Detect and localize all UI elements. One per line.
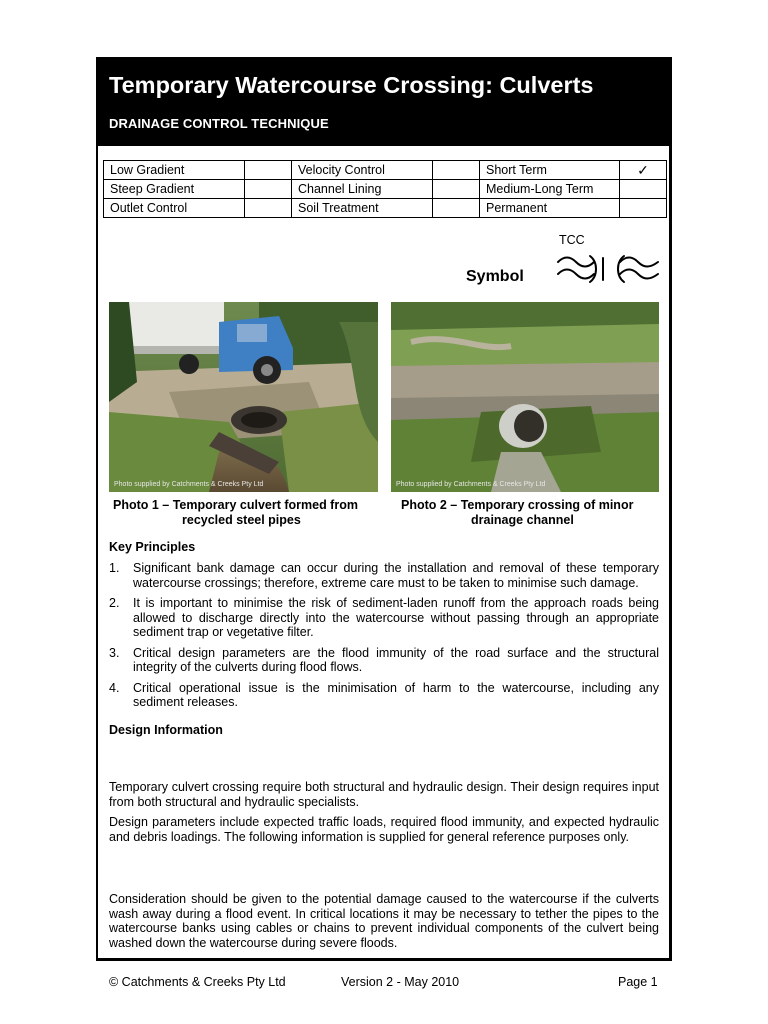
footer-page-number: Page 1 — [618, 975, 658, 989]
photo-1-caption — [113, 498, 383, 527]
table-cell: Medium-Long Term — [480, 180, 620, 199]
list-item: 2. It is important to minimise the risk of sediment-laden runoff from the approach roads being allowed to discharge directly into the watercourse without passing through an appropriate sediment trap or vegetative filter. — [109, 596, 659, 639]
photo-credit: Photo supplied by Catchments & Creeks Pty Ltd — [396, 481, 546, 488]
list-item: 1. Significant bank damage can occur during the installation and removal of these temporary watercourse crossings; therefore, extreme care must to be taken to minimise such damage. — [109, 561, 659, 590]
table-cell: Low Gradient — [104, 161, 245, 180]
photo-2-image — [391, 302, 659, 492]
check-cell — [433, 180, 480, 199]
symbol-label: Symbol — [466, 268, 524, 285]
design-paragraph: Consideration should be given to the potential damage caused to the watercourse if the culverts wash away during a flood event. In critical locations it may be necessary to tether the pipes to the watercourse banks using cables or chains to prevent individual components of the culvert being washed down the watercourse during severe floods. — [109, 892, 659, 950]
table-cell: Channel Lining — [292, 180, 433, 199]
footer-version: Version 2 - May 2010 — [341, 975, 460, 989]
caption-rest: recycled steel pipes — [182, 512, 301, 527]
photo-credit: Photo supplied by Catchments & Creeks Pty Ltd — [114, 481, 264, 488]
key-principles-heading: Key Principles — [109, 540, 196, 554]
list-item: 3. Critical design parameters are the flood immunity of the road surface and the structural integrity of the culverts during flood flows. — [109, 645, 659, 674]
check-cell — [245, 199, 292, 218]
table-row — [104, 180, 667, 199]
table-cell: Soil Treatment — [292, 199, 433, 218]
photo-1-image — [109, 302, 378, 492]
check-cell: ✓ — [620, 161, 667, 180]
caption-rest: drainage channel — [471, 512, 574, 527]
table-row — [104, 199, 667, 218]
caption-lead: Photo 2 – Temporary crossing of minor — [401, 498, 634, 512]
design-information-heading: Design Information — [109, 723, 223, 737]
key-principles-list — [109, 561, 659, 716]
check-cell — [245, 161, 292, 180]
table-row — [104, 161, 667, 180]
photo-steel-pipe-culvert — [109, 302, 378, 492]
footer-copyright: © Catchments & Creeks Pty Ltd — [109, 975, 286, 989]
photo-minor-channel-crossing — [391, 302, 659, 492]
table-cell: Short Term — [480, 161, 620, 180]
check-cell — [433, 161, 480, 180]
photo-2-caption — [401, 498, 663, 527]
check-cell — [620, 180, 667, 199]
symbol-code: TCC — [559, 233, 585, 247]
table-cell: Permanent — [480, 199, 620, 218]
design-paragraph: Temporary culvert crossing require both structural and hydraulic design. Their design requires input from both structural and hydraulic specialists. — [109, 780, 659, 809]
check-cell — [620, 199, 667, 218]
culvert-crossing-symbol-icon — [554, 250, 662, 288]
caption-lead: Photo 1 – Temporary culvert formed from — [113, 498, 358, 512]
check-cell — [433, 199, 480, 218]
table-cell: Velocity Control — [292, 161, 433, 180]
page-subtitle: DRAINAGE CONTROL TECHNIQUE — [109, 116, 329, 131]
classification-table — [103, 160, 667, 218]
table-cell: Outlet Control — [104, 199, 245, 218]
design-paragraph: Design parameters include expected traffic loads, required flood immunity, and expected hydraulic and debris loadings. The following information is supplied for general reference purposes only. — [109, 815, 659, 844]
check-cell — [245, 180, 292, 199]
list-item: 4. Critical operational issue is the minimisation of harm to the watercourse, including any sediment releases. — [109, 680, 659, 709]
page-title: Temporary Watercourse Crossing: Culverts — [109, 72, 594, 98]
table-cell: Steep Gradient — [104, 180, 245, 199]
